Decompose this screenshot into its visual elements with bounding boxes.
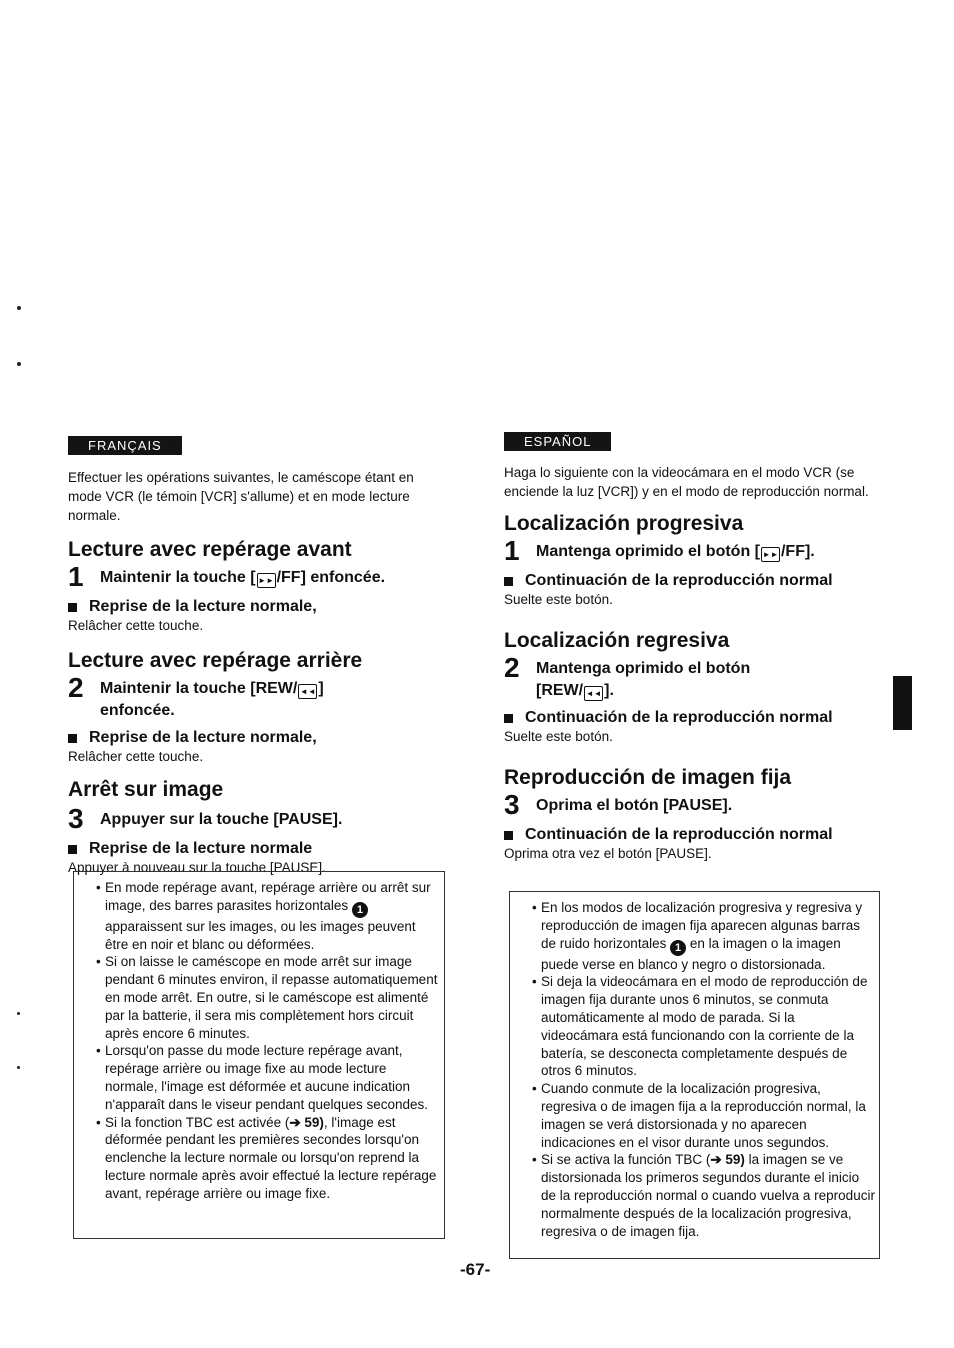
note-item: • Si se activa la función TBC (➔ 59) la imagen se ve distorsionada los primeros segundos durante el inicio de la reproducción normal o cuando vuelva a reproducir normalmente después de la localización progresiva, regresiva o de imagen fija. bbox=[532, 1151, 875, 1240]
step-text: Mantenga oprimido el botón [ ►► /FF]. bbox=[536, 543, 815, 560]
step bbox=[504, 789, 884, 820]
french-notes-box bbox=[73, 871, 445, 1239]
sub-heading: Continuación de la reproducción normal bbox=[504, 708, 884, 728]
bullet-square-icon bbox=[68, 734, 77, 743]
step bbox=[68, 561, 443, 592]
page-number: -67- bbox=[460, 1260, 491, 1279]
sub-text: Relâcher cette touche. bbox=[68, 749, 204, 764]
note-item: • Lorsqu'on passe du mode lecture repérage avant, repérage arrière ou image fixe au mode lecture normale, l'image est déformée et aucune indication n'apparaît dans le viseur pendant quelques secondes. bbox=[96, 1042, 438, 1113]
section-fast-forward bbox=[504, 511, 884, 608]
sub-text: Appuyer à nouveau sur la touche [PAUSE]. bbox=[68, 860, 326, 875]
note-item: • En los modos de localización progresiva y regresiva y reproducción de imagen fija aparecen algunas barras de ruido horizontales 1 en la imagen o la imagen puede verse en blanco y negro o distorsionada. bbox=[532, 899, 875, 973]
speck bbox=[17, 1066, 20, 1069]
french-column bbox=[68, 436, 443, 876]
step-text: Maintenir la touche [REW/ ◄◄ ] enfoncée. bbox=[100, 680, 324, 719]
sub-text: Suelte este botón. bbox=[504, 592, 613, 607]
section-rewind bbox=[504, 628, 884, 745]
step-number: 3 bbox=[68, 803, 84, 834]
section-rewind bbox=[68, 648, 443, 765]
sub-heading: Reprise de la lecture normale, bbox=[68, 728, 443, 748]
spanish-column bbox=[504, 432, 884, 862]
fast-forward-icon: ►► bbox=[257, 573, 276, 588]
section-still bbox=[504, 765, 884, 862]
step-text: Mantenga oprimido el botón [REW/ ◄◄ ]. bbox=[536, 660, 751, 699]
step-number: 1 bbox=[504, 535, 520, 566]
marker-1-icon: 1 bbox=[670, 940, 686, 956]
speck bbox=[17, 362, 21, 366]
note-item: • Si la fonction TBC est activée (➔ 59), l'image est déformée pendant les premières secondes lorsqu'on enclenche la lecture normale ou lorsqu'on reprend la lecture normale après avoir effectué la lecture repérage avant, repérage arrière ou image fixe. bbox=[96, 1114, 438, 1203]
bullet-square-icon bbox=[504, 831, 513, 840]
speck bbox=[17, 306, 21, 310]
rewind-icon: ◄◄ bbox=[584, 686, 603, 701]
bullet-square-icon bbox=[504, 577, 513, 586]
section-title: Arrêt sur image bbox=[68, 778, 224, 801]
spanish-notes-box bbox=[509, 891, 880, 1259]
sub-heading: Continuación de la reproducción normal bbox=[504, 825, 884, 845]
bullet-square-icon bbox=[68, 845, 77, 854]
language-label: ESPAÑOL bbox=[504, 432, 611, 451]
note-item: • En mode repérage avant, repérage arrière ou arrêt sur image, des barres parasites horizontales 1 apparaissent sur les images, ou les images peuvent être en noir et blanc ou déformées. bbox=[96, 879, 438, 953]
speck bbox=[17, 1012, 20, 1015]
page-reference: ➔ 59) bbox=[289, 1114, 324, 1130]
marker-1-icon: 1 bbox=[352, 902, 368, 918]
step-number: 2 bbox=[68, 672, 84, 703]
step-text: Maintenir la touche [ ►► /FF] enfoncée. bbox=[100, 569, 386, 586]
intro-text: Haga lo siguiente con la videocámara en el modo VCR (se enciende la luz [VCR]) y en el modo de reproducción normal. bbox=[504, 465, 869, 499]
intro-text: Effectuer les opérations suivantes, le caméscope étant en mode VCR (le témoin [VCR] s'allume) et en mode lecture normale. bbox=[68, 470, 414, 523]
rewind-icon: ◄◄ bbox=[298, 684, 317, 699]
sub-text: Oprima otra vez el botón [PAUSE]. bbox=[504, 846, 712, 861]
section-title: Localización progresiva bbox=[504, 512, 744, 535]
step-text: Appuyer sur la touche [PAUSE]. bbox=[100, 811, 343, 828]
bullet-square-icon bbox=[68, 603, 77, 612]
sub-heading: Reprise de la lecture normale bbox=[68, 839, 443, 859]
step bbox=[504, 652, 884, 702]
section-title: Lecture avec repérage avant bbox=[68, 538, 352, 561]
step bbox=[68, 803, 443, 834]
step-number: 3 bbox=[504, 789, 520, 820]
bullet-square-icon bbox=[504, 714, 513, 723]
page-reference: ➔ 59) bbox=[710, 1152, 745, 1168]
fast-forward-icon: ►► bbox=[761, 547, 780, 562]
step-number: 2 bbox=[504, 652, 520, 683]
note-item: • Si on laisse le caméscope en mode arrêt sur image pendant 6 minutes environ, il repasse automatiquement en mode arrêt. En outre, si le caméscope est alimenté par la batterie, il sera mis complètement hors circuit après encore 6 minutes. bbox=[96, 953, 438, 1042]
note-item: • Cuando conmute de la localización progresiva, regresiva o de imagen fija a la reproducción normal, la imagen se verá distorsionada y no aparecen indicaciones en el visor durante unos segundos. bbox=[532, 1080, 875, 1151]
step-number: 1 bbox=[68, 561, 84, 592]
section-title: Lecture avec repérage arrière bbox=[68, 649, 363, 672]
step bbox=[68, 672, 443, 722]
section-fast-forward bbox=[68, 537, 443, 634]
note-item: • Si deja la videocámara en el modo de reproducción de imagen fija durante unos 6 minutos, se conmuta automáticamente al modo de parada. Si la videocámara está funcionando con la corriente de la batería, se desconecta completamente después de otros 6 minutos. bbox=[532, 973, 875, 1080]
sub-heading: Reprise de la lecture normale, bbox=[68, 597, 443, 617]
language-label: FRANÇAIS bbox=[68, 436, 182, 455]
section-still bbox=[68, 777, 443, 876]
sub-text: Suelte este botón. bbox=[504, 729, 613, 744]
section-title: Localización regresiva bbox=[504, 629, 730, 652]
sub-heading: Continuación de la reproducción normal bbox=[504, 571, 884, 591]
step-text: Oprima el botón [PAUSE]. bbox=[536, 797, 733, 814]
section-tab-marker bbox=[893, 676, 912, 730]
sub-text: Relâcher cette touche. bbox=[68, 618, 204, 633]
section-title: Reproducción de imagen fija bbox=[504, 766, 792, 789]
step bbox=[504, 535, 884, 566]
